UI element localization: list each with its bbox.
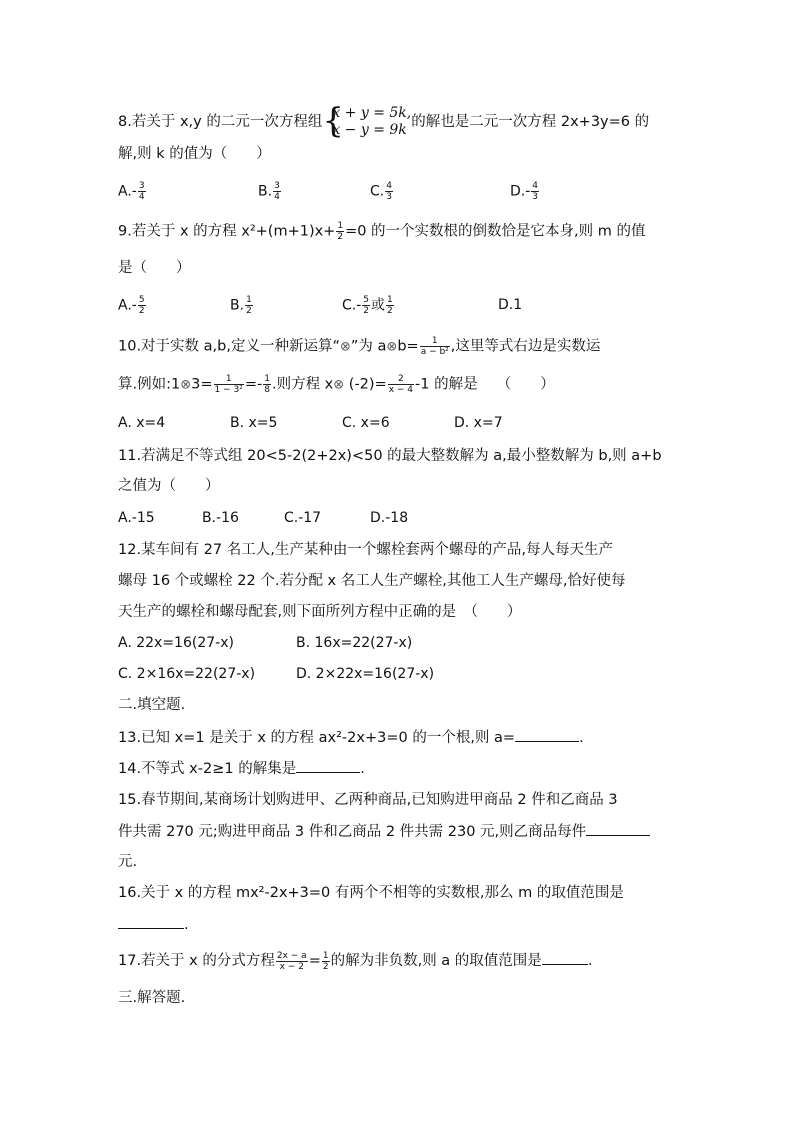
answer-blank[interactable] [515,727,579,742]
q12-option-c: C. 2×16x=22(27-x) [118,666,256,682]
q8-option-b: B. $\frac{3}{4}$ [258,181,280,202]
section-3-heading: 三.解答题. [118,990,186,1006]
q8-option-a: A.- $\frac{3}{4}$ [118,181,145,202]
question-16-line-1: 16.关于 x 的方程 mx²-2x+3=0 有两个不相等的实数根,那么 m 的取值范围是 [118,885,624,901]
question-15-line-1: 15.春节期间,某商场计划购进甲、乙两种商品,已知购进甲商品 2 件和乙商品 3 [118,792,618,808]
q17-fraction-left: $\frac{2x - a}{x - 2}$ [276,950,307,972]
question-9-line-1: 9.若关于 x 的方程 x²+(m+1)x+ $\frac{1}{2}$ =0 的一个实数根的倒数恰是它本身,则 m 的值 [118,221,646,242]
equation-system [322,101,412,141]
q8-option-c: C. $\frac{4}{3}$ [370,181,392,202]
question-11-line-2: 之值为（ ） [118,478,220,494]
question-9-line-2: 是（ ） [118,260,191,276]
q12-option-b: B. 16x=22(27-x) [296,635,413,651]
otimes-symbol: ⊗ [386,339,398,355]
q8-text-post: 的解也是二元一次方程 2x+3y=6 的 [411,114,650,130]
system-eq-2: x − y = 9k [332,122,407,138]
q10-option-a: A. x=4 [118,415,166,431]
question-14: 14.不等式 x-2≥1 的解集是 . [118,758,365,779]
brace-icon: { [322,101,344,141]
q10-option-c: C. x=6 [342,415,390,431]
question-15-line-3: 元. [118,854,138,870]
question-17: 17.若关于 x 的分式方程 $\frac{2x - a}{x - 2}$ = $\frac{1}{2}$ 的解为非负数,则 a 的取值范围是 . [118,950,593,972]
answer-blank[interactable] [542,950,588,965]
q10-definition-fraction: $\frac{1}{\text{a − b²}}$ [420,336,449,357]
question-10-line-2: 算.例如:1⊗3= $\frac{1}{\text{1 − 3²}}$ =- $\frac{1}{8}$ .则方程 x⊗ (-2)= $\frac{2}{x - 4}$ -1 的解是 （ ） [118,374,555,395]
question-12-line-2: 螺母 16 个或螺栓 22 个.若分配 x 名工人生产螺栓,其他工人生产螺母,恰好使每 [118,573,626,589]
question-11-line-1: 11.若满足不等式组 20<5-2(2+2x)<50 的最大整数解为 a,最小整数解为 b,则 a+b [118,448,662,464]
question-16-line-2: . [118,914,189,935]
section-2-heading: 二.填空题. [118,697,186,713]
q11-option-b: B.-16 [202,510,239,526]
question-10-line-1: 10.对于实数 a,b,定义一种新运算“⊗”为 a⊗b= $\frac{1}{\text{a − b²}}$ ,这里等式右边是实数运 [118,336,601,357]
q8-option-d: D.- $\frac{4}{3}$ [510,181,539,202]
q9-fraction: $\frac{1}{2}$ [337,221,344,242]
question-8-line-1 [118,101,650,141]
q9-option-d: D.1 [498,297,523,313]
question-12-line-1: 12.某车间有 27 名工人,生产某种由一个螺栓套两个螺母的产品,每人每天生产 [118,542,613,558]
question-15-line-2: 件共需 270 元;购进甲商品 3 件和乙商品 2 件共需 230 元,则乙商品每件 [118,821,650,842]
question-8-line-2: 解,则 k 的值为（ ） [118,146,271,162]
q8-text-pre: 8.若关于 x,y 的二元一次方程组 [118,114,323,130]
q11-option-d: D.-18 [370,510,409,526]
q9-option-b: B. $\frac{1}{2}$ [230,295,252,316]
q10-option-d: D. x=7 [454,415,503,431]
q12-option-d: D. 2×22x=16(27-x) [296,666,435,682]
q9-option-a: A.- $\frac{5}{2}$ [118,295,145,316]
q11-option-a: A.-15 [118,510,155,526]
answer-blank[interactable] [586,821,650,836]
q11-option-c: C.-17 [284,510,322,526]
q9-option-c: C.- $\frac{5}{2}$ 或 $\frac{1}{2}$ [342,295,393,316]
q12-option-a: A. 22x=16(27-x) [118,635,234,651]
answer-blank[interactable] [118,914,184,929]
system-eq-1: x + y = 5k, [332,105,412,121]
answer-blank[interactable] [296,758,360,773]
question-12-line-3: 天生产的螺栓和螺母配套,则下面所列方程中正确的是 （ ） [118,604,522,620]
otimes-symbol: ⊗ [333,377,345,393]
otimes-symbol: ⊗ [180,377,192,393]
question-13: 13.已知 x=1 是关于 x 的方程 ax²-2x+3=0 的一个根,则 a= . [118,727,584,748]
q10-option-b: B. x=5 [230,415,278,431]
otimes-symbol: ⊗ [340,339,351,355]
q17-fraction-right: $\frac{1}{2}$ [322,950,329,972]
